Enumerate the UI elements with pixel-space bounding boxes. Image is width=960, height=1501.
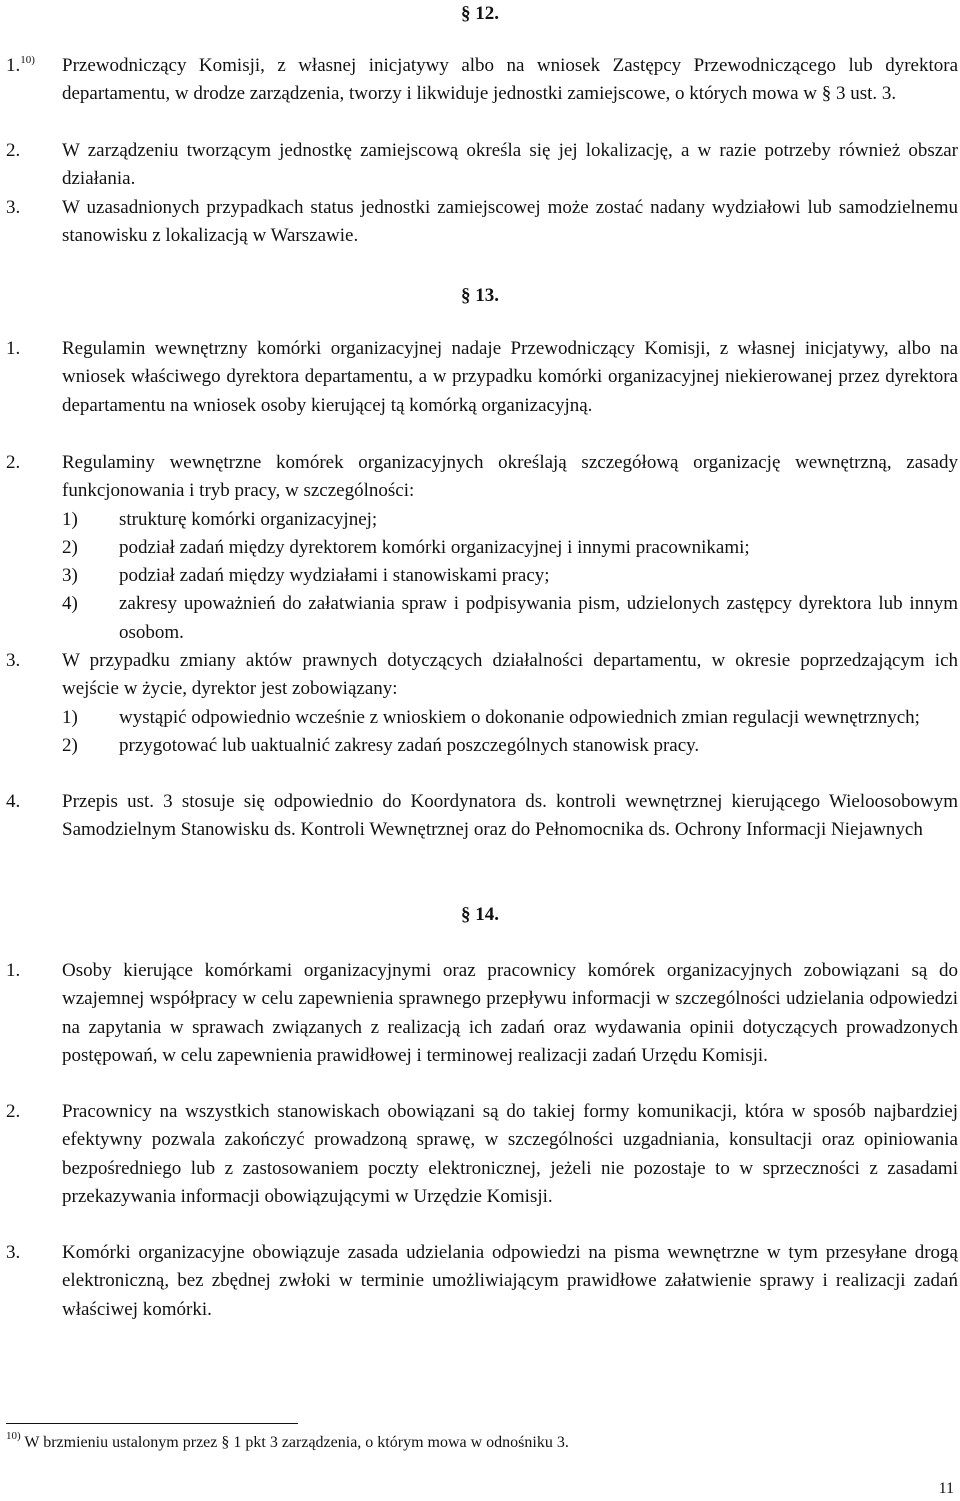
list-item-number: 2)	[62, 734, 78, 756]
s13-p3-text: W przypadku zmiany aktów prawnych dotyczących działalności departamentu, w okresie poprzedzającym ich wejście w życie, dyrektor jest zobowiązany:	[62, 650, 958, 700]
footnote-text: W brzmieniu ustalonym przez § 1 pkt 3 zarządzenia, o którym mowa w odnośniku 3.	[24, 1434, 569, 1451]
list-item	[0, 732, 960, 760]
footnote-divider	[6, 1423, 298, 1424]
section-14-heading: § 14.	[461, 904, 499, 925]
s13-paragraph-4	[0, 788, 960, 845]
s12-paragraph-3	[0, 194, 960, 251]
list-item	[0, 590, 960, 647]
s13-p3-num: 3.	[6, 650, 21, 671]
list-item	[0, 562, 960, 590]
footnote-marker: 10)	[6, 1430, 21, 1442]
page-number: 11	[938, 1480, 954, 1497]
s14-p2-text: Pracownicy na wszystkich stanowiskach obowiązani są do takiej formy komunikacji, która w sposób najbardziej efektywny pozwala zakończyć prowadzoną sprawę, w szczególności uzgadniania, konsultacji oraz opiniowania bezpośredniego lub z zastosowaniem poczty elektronicznej, jeżeli nie pozostaje to w sprzeczności z zasadami przekazywania informacji obowiązującymi w Urzędzie Komisji.	[62, 1101, 958, 1207]
s14-p3-text: Komórki organizacyjne obowiązuje zasada udzielania odpowiedzi na pisma wewnętrzne w tym przesyłane drogą elektroniczną, bez zbędnej zwłoki w terminie umożliwiającym prawidłowe załatwienie sprawy i realizacji zadań właściwej komórki.	[62, 1242, 958, 1320]
s13-paragraph-2	[0, 449, 960, 647]
s14-p1-text: Osoby kierujące komórkami organizacyjnymi oraz pracownicy komórek organizacyjnych zobowiązani są do wzajemnej współpracy w celu zapewnienia sprawnego przepływu informacji w szczególności udzielania odpowiedzi na zapytania w sprawach związanych z realizacją ich zadań oraz wydawania opinii dotyczących prowadzonych postępowań, w celu zapewnienia prawidłowej i terminowej realizacji zadań Urzędu Komisji.	[62, 960, 958, 1066]
list-item	[0, 534, 960, 562]
s12-p3-text: W uzasadnionych przypadkach status jednostki zamiejscowej może zostać nadany wydziałowi lub samodzielnemu stanowisku z lokalizacją w Warszawie.	[62, 197, 958, 247]
s14-paragraph-2	[0, 1098, 960, 1211]
section-13-heading: § 13.	[461, 285, 499, 306]
list-item-text: przygotować lub uaktualnić zakresy zadań poszczególnych stanowisk pracy.	[119, 734, 700, 756]
footnote	[6, 1432, 946, 1454]
s14-paragraph-3	[0, 1239, 960, 1324]
list-item-text: wystąpić odpowiednio wcześnie z wnioskiem o dokonanie odpowiednich zmian regulacji wewnętrznych;	[119, 706, 920, 728]
s13-p1-num: 1.	[6, 338, 21, 359]
s12-p2-text: W zarządzeniu tworzącym jednostkę zamiejscową określa się jej lokalizację, a w razie potrzeby również obszar działania.	[62, 140, 958, 190]
s14-p1-num: 1.	[6, 960, 21, 981]
list-item-text: strukturę komórki organizacyjnej;	[119, 508, 378, 530]
list-item-text: podział zadań między dyrektorem komórki organizacyjnej i innymi pracownikami;	[119, 536, 750, 558]
list-item	[0, 704, 960, 732]
s13-paragraph-1	[0, 335, 960, 420]
list-item-number: 1)	[62, 508, 78, 530]
s13-paragraph-3	[0, 647, 960, 760]
s12-paragraph-2	[0, 137, 960, 194]
s12-p3-num: 3.	[6, 197, 21, 218]
s13-p4-num: 4.	[6, 791, 21, 812]
s12-p1-text: Przewodniczący Komisji, z własnej inicjatywy albo na wniosek Zastępcy Przewodniczącego lub dyrektora departamentu, w drodze zarządzenia, tworzy i likwiduje jednostki zamiejscowe, o których mowa w § 3 ust. 3.	[62, 55, 958, 105]
s14-p2-num: 2.	[6, 1101, 21, 1122]
s13-p2-text: Regulaminy wewnętrzne komórek organizacyjnych określają szczegółową organizację wewnętrzną, zasady funkcjonowania i tryb pracy, w szczególności:	[62, 452, 958, 502]
paragraph-number	[6, 52, 35, 80]
s12-p2-num: 2.	[6, 140, 21, 161]
s14-paragraph-1	[0, 957, 960, 1070]
list-item-text: zakresy upoważnień do załatwiania spraw i podpisywania pism, udzielonych zastępcy dyrektora lub innym osobom.	[119, 593, 958, 643]
s12-p1-num: 1.	[6, 55, 21, 76]
list-item-number: 3)	[62, 565, 78, 587]
footnote-marker[interactable]: 10)	[20, 54, 35, 66]
list-item-number: 2)	[62, 536, 78, 558]
list-item-number: 1)	[62, 706, 78, 728]
s13-p2-num: 2.	[6, 452, 21, 473]
list-item	[0, 506, 960, 534]
list-item-number: 4)	[62, 593, 78, 615]
s13-p1-text: Regulamin wewnętrzny komórki organizacyjnej nadaje Przewodniczący Komisji, z własnej inicjatywy, albo na wniosek właściwego dyrektora departamentu, a w przypadku komórki organizacyjnej niekierowanej przez dyrektora departamentu na wniosek osoby kierującej tą komórką organizacyjną.	[62, 338, 958, 416]
s13-p4-text: Przepis ust. 3 stosuje się odpowiednio do Koordynatora ds. kontroli wewnętrznej kierującego Wieloosobowym Samodzielnym Stanowisku ds. Kontroli Wewnętrznej oraz do Pełnomocnika ds. Ochrony Informacji Niejawnych	[62, 791, 958, 841]
s14-p3-num: 3.	[6, 1242, 21, 1263]
s12-paragraph-1	[0, 52, 960, 109]
section-12-heading: § 12.	[461, 3, 499, 24]
list-item-text: podział zadań między wydziałami i stanowiskami pracy;	[119, 565, 550, 587]
